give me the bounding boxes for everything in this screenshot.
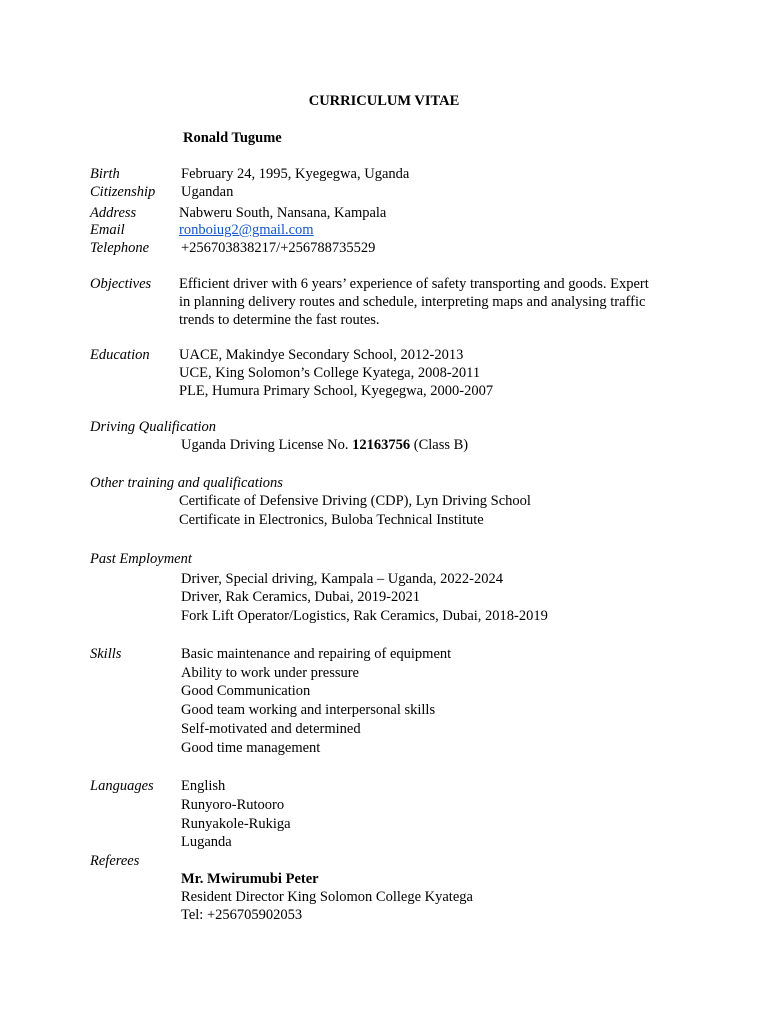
objectives-line: trends to determine the fast routes. [179, 312, 380, 328]
languages-label: Languages [90, 778, 154, 794]
birth-label: Birth [90, 166, 120, 182]
education-item: PLE, Humura Primary School, Kyegegwa, 2000-2007 [179, 383, 494, 399]
language-item: Runyakole-Rukiga [181, 816, 291, 832]
document-title: CURRICULUM VITAE [308, 93, 460, 109]
education-label: Education [90, 347, 150, 363]
referee-name: Mr. Mwirumubi Peter [181, 871, 319, 887]
employment-item: Driver, Rak Ceramics, Dubai, 2019-2021 [181, 589, 421, 605]
training-label: Other training and qualifications [90, 475, 283, 491]
driving-license [181, 436, 468, 454]
language-item: English [181, 778, 226, 794]
citizenship-value: Ugandan [181, 184, 234, 200]
language-item: Luganda [181, 834, 232, 850]
license-prefix: Uganda Driving License No. [181, 437, 353, 453]
referee-role: Resident Director King Solomon College Kyatega [181, 889, 473, 905]
citizenship-label: Citizenship [90, 184, 156, 200]
email-link[interactable]: ronboiug2@gmail.com [179, 222, 314, 238]
candidate-name: Ronald Tugume [183, 130, 282, 146]
objectives-line: Efficient driver with 6 years’ experience of safety transporting and goods. Expert [179, 276, 649, 292]
skill-item: Self-motivated and determined [181, 721, 361, 737]
skills-label: Skills [90, 646, 122, 662]
skill-item: Basic maintenance and repairing of equipment [181, 646, 452, 662]
address-label: Address [90, 205, 137, 221]
education-item: UCE, King Solomon’s College Kyatega, 2008-2011 [179, 365, 481, 381]
objectives-label: Objectives [90, 276, 152, 292]
telephone-value: +256703838217/+256788735529 [181, 240, 376, 256]
address-value: Nabweru South, Nansana, Kampala [179, 205, 387, 221]
skill-item: Good Communication [181, 683, 311, 699]
email-label: Email [90, 222, 125, 238]
employment-label: Past Employment [90, 551, 192, 567]
employment-item: Fork Lift Operator/Logistics, Rak Ceramics, Dubai, 2018-2019 [181, 608, 548, 624]
telephone-label: Telephone [90, 240, 150, 256]
training-item: Certificate of Defensive Driving (CDP), Lyn Driving School [179, 493, 531, 509]
license-class: (Class B) [410, 437, 469, 453]
skill-item: Ability to work under pressure [181, 665, 359, 681]
license-number: 12163756 [352, 437, 411, 453]
referees-label: Referees [90, 853, 140, 869]
education-item: UACE, Makindye Secondary School, 2012-2013 [179, 347, 464, 363]
language-item: Runyoro-Rutooro [181, 797, 285, 813]
skill-item: Good time management [181, 740, 321, 756]
birth-value: February 24, 1995, Kyegegwa, Uganda [181, 166, 410, 182]
employment-item: Driver, Special driving, Kampala – Uganda, 2022-2024 [181, 571, 503, 587]
skill-item: Good team working and interpersonal skills [181, 702, 436, 718]
driving-qualification-label: Driving Qualification [90, 419, 217, 435]
referee-telephone: Tel: +256705902053 [181, 907, 303, 923]
training-item: Certificate in Electronics, Buloba Technical Institute [179, 512, 484, 528]
objectives-line: in planning delivery routes and schedule, interpreting maps and analysing traffic [179, 294, 646, 310]
